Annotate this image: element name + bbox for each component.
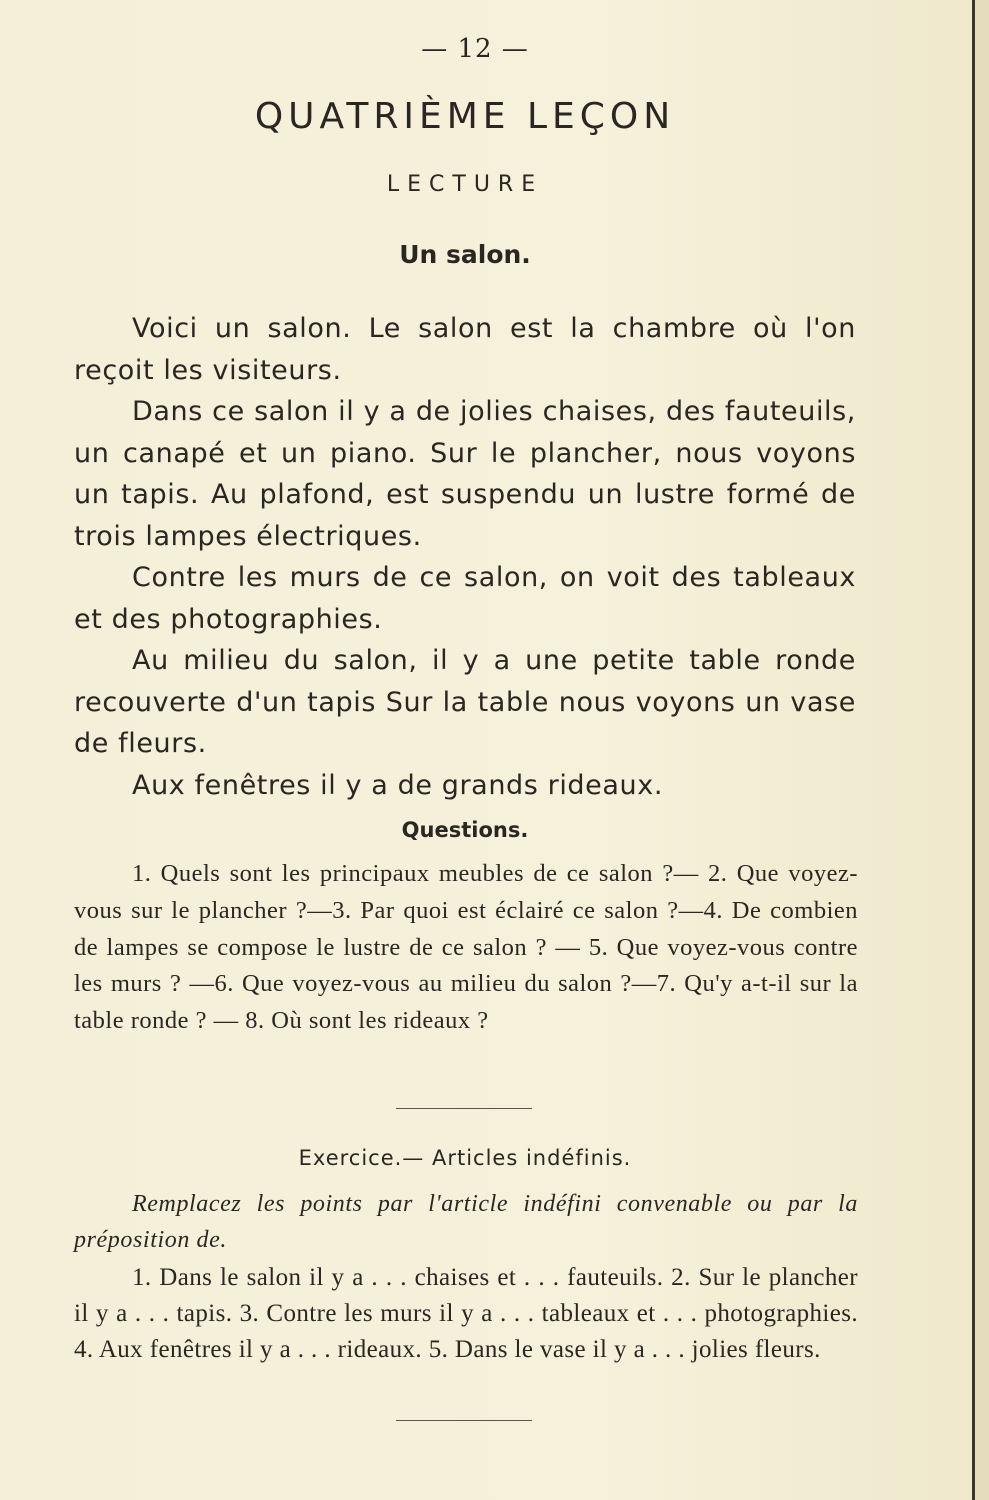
exercise-title: Exercice.— Articles indéfinis. bbox=[298, 1146, 632, 1170]
exercise-instructions: Remplacez les points par l'article indéfini convenable ou par la préposition de. bbox=[74, 1191, 858, 1253]
reading-paragraph: Aux fenêtres il y a de grands rideaux. bbox=[132, 769, 664, 801]
divider bbox=[396, 1108, 532, 1109]
binding-line bbox=[972, 0, 975, 1500]
lesson-title: QUATRIÈME LEÇON bbox=[254, 96, 676, 137]
reading-paragraph: Contre les murs de ce salon, on voit des tableaux et des photographies. bbox=[74, 562, 856, 635]
questions-text: 1. Quels sont les principaux meubles de ce salon ?— 2. Que voyez-vous sur le plancher ?—3. Par quoi est éclairé ce salon ?—4. De combien de lampes se compose le lustre de ce salon ? — 5. Que voyez-vous contre les murs ? —6. Que voyez-vous au milieu du salon ?—7. Qu'y a-t-il sur la table ronde ? — 8. Où sont les rideaux ? bbox=[74, 860, 858, 1035]
page-number: — 12 — bbox=[421, 34, 529, 64]
page-edge bbox=[975, 0, 989, 1500]
reading-title: Un salon. bbox=[399, 240, 531, 269]
reading-paragraph: Voici un salon. Le salon est la chambre où l'on reçoit les visiteurs. bbox=[74, 313, 856, 386]
questions-title: Questions. bbox=[401, 818, 529, 842]
reading-text bbox=[74, 308, 856, 806]
reading-paragraph: Au milieu du salon, il y a une petite table ronde recouverte d'un tapis Sur la table nous voyons un vase de fleurs. bbox=[74, 645, 856, 759]
section-title: LECTURE bbox=[386, 172, 544, 197]
divider bbox=[396, 1420, 532, 1421]
exercise-text: 1. Dans le salon il y a . . . chaises et . . . fauteuils. 2. Sur le plancher il y a . . . tapis. 3. Contre les murs il y a . . . tableaux et . . . photographies. 4. Aux fenêtres il y a . . . rideaux. 5. Dans le vase il y a . . . jolies fleurs. bbox=[74, 1264, 858, 1363]
reading-paragraph: Dans ce salon il y a de jolies chaises, des fauteuils, un canapé et un piano. Sur le plancher, nous voyons un tapis. Au plafond, est suspendu un lustre formé de trois lampes électriques. bbox=[74, 396, 856, 552]
